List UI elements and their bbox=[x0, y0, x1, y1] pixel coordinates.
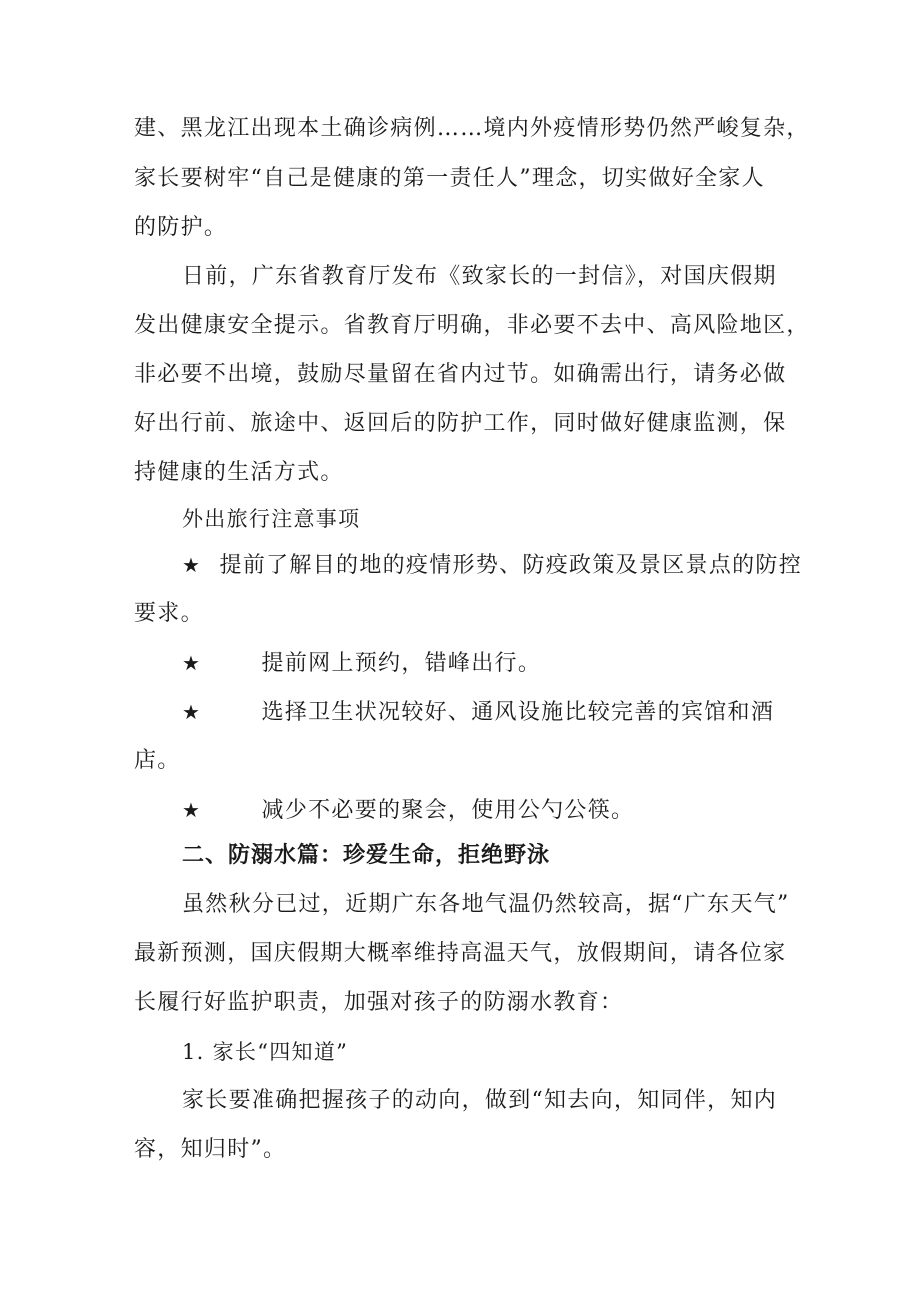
tip-text-continued: 店。 bbox=[134, 748, 181, 773]
tip-item bbox=[182, 549, 802, 582]
tip-text-continued: 要求。 bbox=[134, 601, 204, 626]
tip-text: 提前了解目的地的疫情形势、防疫政策及景区景点的防控 bbox=[219, 553, 803, 578]
tip-item bbox=[182, 696, 774, 729]
tip-text: 减少不必要的聚会，使用公勺公筷。 bbox=[261, 798, 635, 823]
paragraph-4-line-2: 容，知归时”。 bbox=[134, 1137, 287, 1162]
paragraph-3-line-3: 长履行好监护职责，加强对孩子的防溺水教育： bbox=[134, 990, 624, 1015]
star-icon: ★ bbox=[182, 700, 202, 724]
section-heading: 二、防溺水篇：珍爱生命，拒绝野泳 bbox=[182, 843, 551, 868]
paragraph-2-line-5: 持健康的生活方式。 bbox=[134, 460, 344, 485]
tip-item bbox=[182, 794, 634, 827]
paragraph-2-line-3: 非必要不出境，鼓励尽量留在省内过节。如确需出行，请务必做 bbox=[134, 362, 787, 387]
paragraph-1-line-2: 家长要树牢“自己是健康的第一责任人”理念，切实做好全家人 bbox=[134, 166, 765, 191]
paragraph-2-line-4: 好出行前、旅途中、返回后的防护工作，同时做好健康监测，保 bbox=[134, 411, 787, 436]
star-icon: ★ bbox=[182, 553, 202, 577]
paragraph-2-line-2: 发出健康安全提示。省教育厅明确，非必要不去中、高风险地区， bbox=[134, 313, 810, 338]
paragraph-4-line-1: 家长要准确把握孩子的动向，做到“知去向，知同伴，知内 bbox=[182, 1088, 778, 1113]
subtitle-travel-notes: 外出旅行注意事项 bbox=[182, 507, 361, 531]
tip-text: 选择卫生状况较好、通风设施比较完善的宾馆和酒 bbox=[261, 700, 775, 725]
tip-item bbox=[182, 647, 541, 680]
paragraph-1-line-1: 建、黑龙江出现本土确诊病例……境内外疫情形势仍然严峻复杂， bbox=[134, 116, 810, 141]
paragraph-3-line-1: 虽然秋分已过，近期广东各地气温仍然较高，据“广东天气” bbox=[182, 892, 790, 917]
paragraph-3-line-2: 最新预测，国庆假期大概率维持高温天气，放假期间，请各位家 bbox=[134, 941, 787, 966]
paragraph-2-line-1: 日前，广东省教育厅发布《致家长的一封信》，对国庆假期 bbox=[182, 264, 777, 289]
item-1-title: 1. 家长“四知道” bbox=[182, 1040, 349, 1064]
tip-text: 提前网上预约，错峰出行。 bbox=[261, 651, 542, 676]
star-icon: ★ bbox=[182, 798, 202, 822]
star-icon: ★ bbox=[182, 651, 202, 675]
paragraph-1-line-3: 的防护。 bbox=[134, 215, 228, 240]
